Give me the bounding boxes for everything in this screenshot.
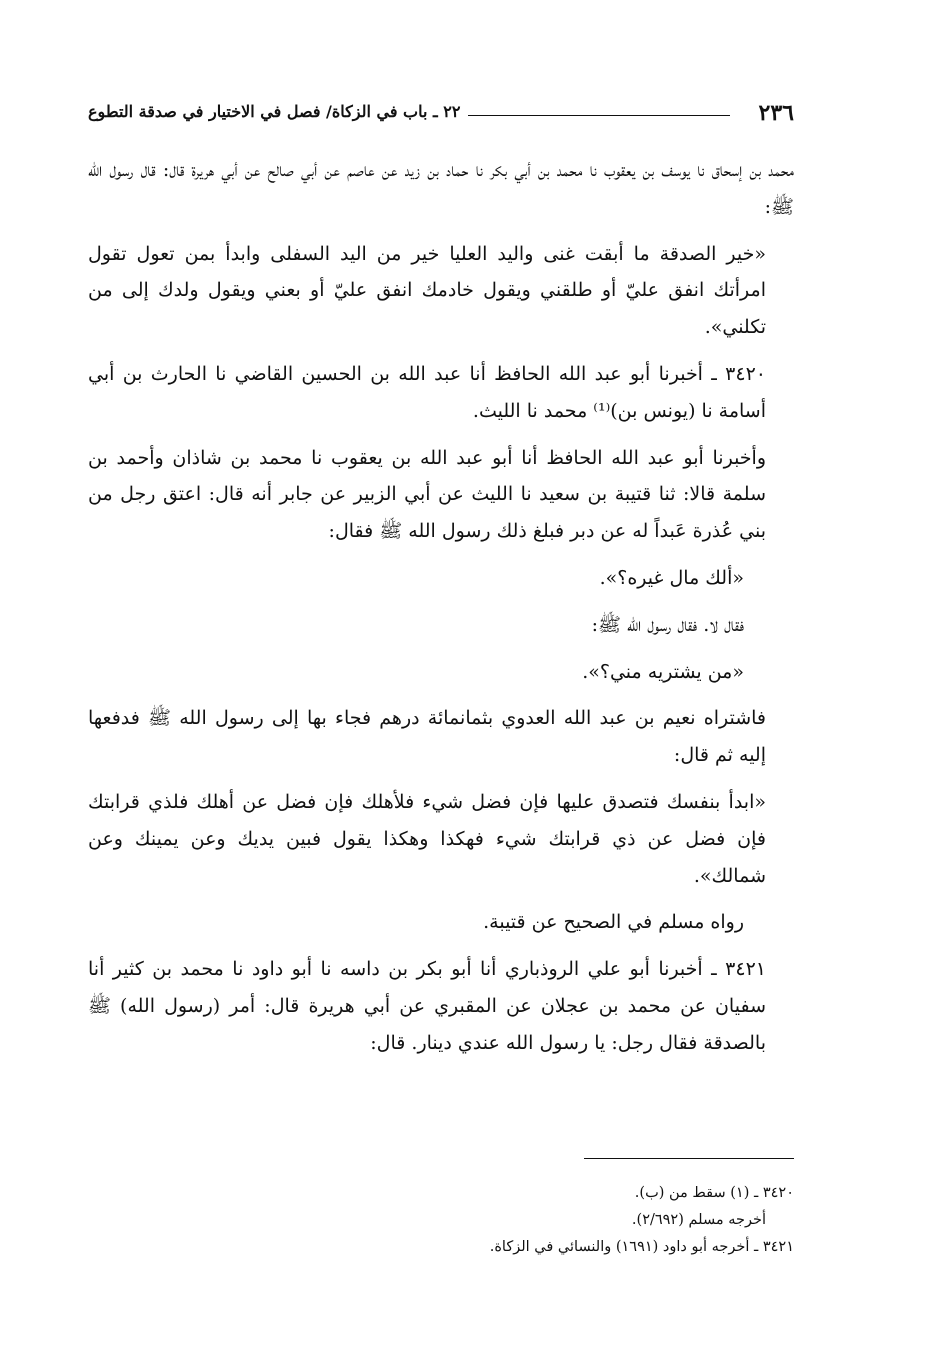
header-rule xyxy=(468,115,730,116)
hadith-entry-3420: ٣٤٢٠ ـ أخبرنا أبو عبد الله الحافظ أنا عبد الله بن الحسين القاضي نا الحارث بن أبي أسامة نا (يونس بن)⁽¹⁾ محمد نا الليث. xyxy=(88,362,766,422)
hadith-text: «ابدأ بنفسك فتصدق عليها فإن فضل شيء فلأهلك فإن فضل عن أهلك فلذي قرابتك فإن فضل عن ذي قرابتك شيء فهكذا وهكذا يقول فبين يديك وعن يمينك وعن شمالك». xyxy=(88,790,766,887)
quote: «من يشتريه مني؟». xyxy=(582,660,744,683)
quote: «ألك مال غيره؟». xyxy=(599,566,744,589)
footnote: أخرجه مسلم (٢/٦٩٢). xyxy=(631,1212,766,1228)
paragraph: محمد بن إسحاق نا يوسف بن يعقوب نا محمد بن أبي بكر نا حماد بن زيد عن عاصم عن أبي صالح عن أبي هريرة قال: قال رسول الله ﷺ: xyxy=(88,159,794,218)
main-text xyxy=(88,152,794,1072)
footnote: ٣٤٢٠ ـ (١) سقط من (ب). xyxy=(634,1185,794,1201)
paragraph: فاشتراه نعيم بن عبد الله العدوي بثمانمائة درهم فجاء بها إلى رسول الله ﷺ فدفعها إليه ثم قال: xyxy=(88,707,766,767)
hadith-entry-3421: ٣٤٢١ ـ أخبرنا أبو علي الروذباري أنا أبو بكر بن داسه نا أبو داود نا محمد بن كثير أنا سفيان عن محمد بن عجلان عن المقبري عن أبي هريرة قال: أمر (رسول الله) ﷺ بالصدقة فقال رجل: يا رسول الله عندي دينار. قال: xyxy=(88,958,766,1054)
page-number: ٢٣٦ xyxy=(758,100,794,126)
header-title: ٢٢ ـ باب في الزكاة/ فصل في الاختيار في صدقة التطوع xyxy=(88,102,461,121)
footnote: ٣٤٢١ ـ أخرجه أبو داود (١٦٩١) والنسائي في الزكاة. xyxy=(489,1239,794,1255)
running-header xyxy=(88,100,794,134)
hadith-text: «خير الصدقة ما أبقت غنى واليد العليا خير من اليد السفلى وابدأ بمن تعول تقول امرأتك انفق عليّ أو طلقني ويقول خادمك انفق عليّ أو بعني ويقول ولدك إلى من تكلني». xyxy=(88,242,766,339)
footnote-separator xyxy=(584,1158,794,1159)
footnotes xyxy=(88,1180,794,1261)
attribution: رواه مسلم في الصحيح عن قتيبة. xyxy=(483,911,744,934)
paragraph: فقال لا. فقال رسول الله ﷺ: xyxy=(591,613,744,636)
paragraph: وأخبرنا أبو عبد الله الحافظ أنا أبو عبد الله بن يعقوب نا محمد بن شاذان وأحمد بن سلمة قالا: ثنا قتيبة بن سعيد نا الليث عن أبي الزبير عن جابر أنه قال: اعتق رجل من بني عُذرة عَبداً له عن دبر فبلغ ذلك رسول الله ﷺ فقال: xyxy=(88,446,766,543)
